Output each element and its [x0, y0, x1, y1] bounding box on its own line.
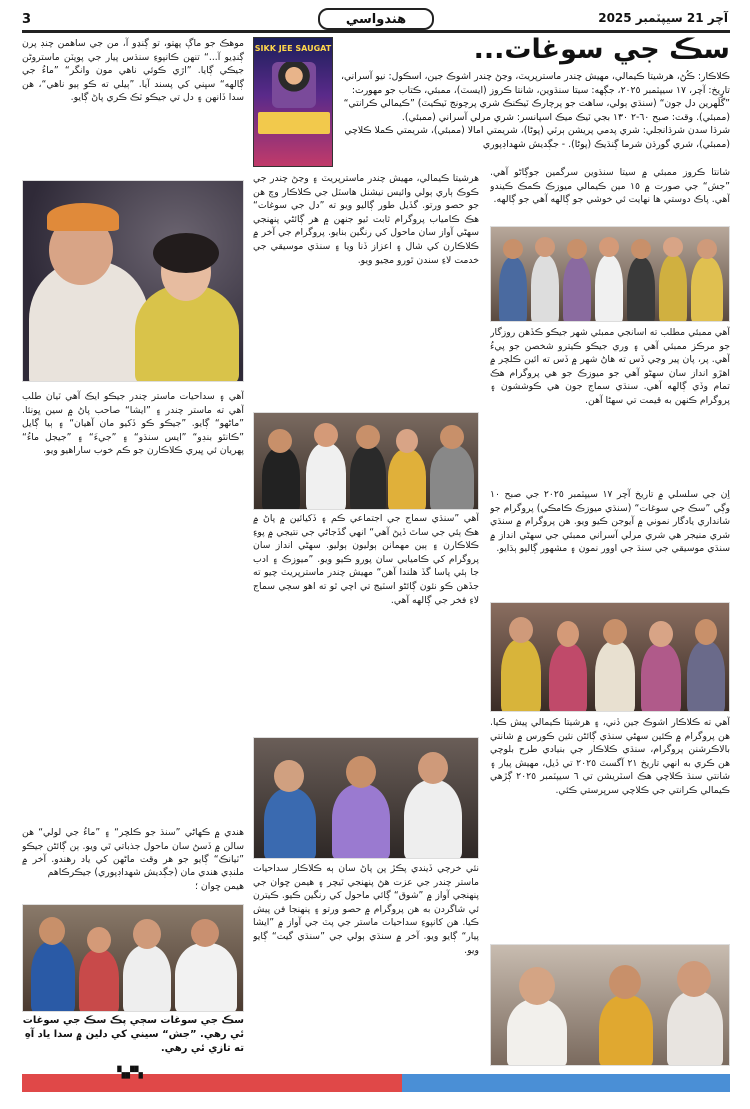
header-rule [22, 30, 730, 33]
middle-column-text-3: نئي خرچي ڏيندي پڪڙ پن پاڻ سان ٻه ڪلاڪار سداحيات ماستر چندر جي عزت هڻ پنهنجي ٽيچر ۽ هيمن ڇوان جي پنهنجي آواز ۾ ”شوق“ ڳائي ماحول کي رنگين ڪيو. ڪيترن ئي شاگردن به هن پروگرام ۾ حصو ورتو ۽ پنهنجا فن پيش ڪيا. هن کانپوءِ سداحيات ماستر جي پٽ جي آواز ۾ ”ايشا پيار“ ڳايو ويو. آخر ۾ سنڌي ٻولي جي ”سنڌي گيت“ ڳايو ويو. [253, 863, 479, 956]
left-column-text-2: آهي ۽ سداحيات ماستر چندر جيڪو ايڪ آهي ٽيان طلب آهي ته ماستر چندر ۽ ”ايشا“ صاحب پاڻ ۾ سين ڀونئا. ”ماڻهو“ ڳايو. ”جيڪو ڪو ڏکيو مان آهيان“ ۽ ٻيا ڳايل ”ڪانٿو بنڊو“ ”ايس سنڌو“ ۽ ”جيءَ“ ۽ ”جيجل ماءُ“ پهريان ئي ڀيري ڪلاڪارن جو ڪم خوب ساراهيو ويو. [22, 391, 244, 457]
photo-caption: سڪ جي سوغات سڄي پڪ سڪ جي سوغات ئي رهي. ”جش“ سيني کي دلين ۾ سدا ياد آهِ ته تازي ئي رهي. [22, 1015, 244, 1054]
author-signature: ملنڊي هندي مان (جڳديش شهداڊپوري) جيڪرڪاهم [47, 867, 244, 878]
middle-column-text-2: آهي ”سنڌي سماج جي اجتماعي ڪم ۽ ڏکيائين ۾ پاڻ ۾ هڪ ٻئي جي ساٿ ڏيڻ آهي“ انهي گڏجاڻي جي نتيجي ۾ پوءِ ڪلاڪارن ۽ ٻين مهمانن ٻوليون ٻوليو. سهڻي انداز سان پروگرام کي ڪاميابي سان پورو ڪيو ويو. ”ميوزڪ ۽ ادب جا ٻئي پاسا گڏ هلندا آهن“ مهيش چندر ماسترپريٽ چيو ته جڏهن ڪو نئون ڳائڻو اسٽيج تي اچي ٿو ته اهو سڄي سماج لاءِ فخر جي ڳالهه آهي. [253, 513, 479, 606]
page-number: 3 [22, 12, 32, 27]
photo-singers-portrait [22, 180, 244, 382]
photo-felicitation [490, 944, 730, 1066]
left-column-text-3: هندي ۾ ڪهاڻي ”سنڌ جو ڪلچر“ ۽ ”ماءُ جي لولي“ هن سالن ۾ ڏسڻ سان ماحول جذباتي ٿي ويو. ٻن ڳائڻن جيڪو ”ٽيانڪ“ ڳايو جو هر وقت ماڻهن کي ياد رهندو. آخر ۾ [22, 827, 244, 866]
poster-title: SIKK JEE SAUGAT [254, 44, 332, 53]
photo-book-launch [490, 226, 730, 322]
right-column-text-4: آهي ته ڪلاڪار اشوڪ جين ڏني، ۽ هرشيتا ڪيمالي پيش ڪيا. هن پروگرام ۾ ڪئين سهڻي سنڌي ڳائڻن نئين ڪورس ۾ شانتي بالاڪرشنن پروگرام، سنڌي ڪلاڪار جي بنيادي طرح بلوچي هن ڪري به انهي تاريخ ٢١ آگسٽ ٢٠٢٥ تي ڏيل، مهيش پيار ۽ شانتي سنڌ ڪلاچي هڪ اسٽريشن تي ٦ سيپٽمبر ٢٠٢٥ ڳڙهي ڪيمالي ڪرانتي جي ڪلاچي سرپرستي ڪئي. [490, 717, 730, 796]
credits-tribute: شرڌا سدن شرڌانجلي: شري پدمي پريشن ٻرٽي (پوڻا)، شريمتي امالا (ممبئي)، شريمتي ڪملا ڪلاچي (ممبئي)، شري گورڌن شرما ڳنڌيڪ (پوڻا). - جڳديش شهداڊپوري [344, 125, 730, 150]
article-title: سڪ جي سوغات... [473, 34, 730, 65]
event-poster-image [253, 37, 333, 167]
footer-ornament-icon: ▚▞▚ [117, 1066, 143, 1079]
masthead-logo: هندواسي [318, 8, 434, 30]
author-signature-2: هيمن ڇوان ؛ [195, 881, 244, 892]
photo-group-children [22, 904, 244, 1012]
poster-banner [258, 112, 330, 134]
photo-lamp-lighting [490, 602, 730, 712]
poster-portrait [272, 62, 316, 108]
photo-group-stage [253, 412, 479, 510]
footer-bar-red [22, 1074, 402, 1092]
right-column-text-2: آهي ممبئي مطلب ته اسانجي ممبئي شهر جيڪو ڪڏهن روزگار جو مرڪز ممبئي آهي ۽ وري جيڪو ڪيترو شخصن جو پيءُ آهي. پر، پان پير وڃي ڏس ته هاڻ شهر ۾ ڏس ته ائين ڪلچر ۾ اهڙو انداز سان سهڻو آهي جو ميوزڪ جو هي پروگرام هڪ تمام وڏي ڳالهه آهي. سنڌي سماج جون هي ڪوششون ۽ پروگرام ڪنهن به قيمت تي سهڻا آهن. [490, 327, 730, 406]
article-credits [338, 70, 730, 166]
right-column-text-3: اِن جي سلسلي ۾ تاريخ آچر ١٧ سيپٽمبر ٢٠٢٥ جي صبح ١٠ وڳي ”سڪ جي سوغات“ (سنڌي ميوزڪ ڪامڪي) پروگرام جو شانداري يادگار نموني ۾ آيوجن ڪيو ويو. هن پروگرام ۾ سنڌي شري منيجر هي شري مرلي آسراني ممبئي جي سهڻي انداز ۾ سنڌي موسيقي جي سنڌ جي اوور نمون ۽ مشهور ڳاليو ٻڌايو. [490, 489, 730, 555]
middle-column-text-1: هرشيتا ڪيمالي، مهيش چندر ماسترپريٽ ۽ وڃڻ چندر جي ڪوڪ ٻاري ٻولي وائيس نيشنل هاسٽل جي ڪلاڪار وچ هن جو حصو ورتو. گڏيل طور ڳاليو ويو ته ”دل جي سوغات“ هڪ ڪامياب پروگرام ثابت ٿيو جنهن ۾ هر ڳائڻي پنهنجي سهڻي آواز سان ماحول کي رنگين بنايو. پروگرام جي آخر ۾ ڪلاڪارن کي شال ۽ اعزاز ڏنا ويا ۽ سنڌي موسيقي جي خدمت لاءِ سندن ٿورو مڃيو ويو. [253, 173, 479, 266]
credits-main: ڪلاڪار: ڪُڻ، هرشيتا ڪيمالي، مهيش چندر ماسترپريٽ، وڃڻ چندر اشوڪ جين، اسڪول: نيو آسراني، تاريخ: آچر، ١٧ سيپٽمبر ٢٠٢٥، جڳهه: سيتا سنڌوين، شانتا ڪروز (ايسٽ)، ممبئي، ڪتاب جو مهورت: ”گُلَهرين دل جون“ (سنڌي ٻولي، ساهت جو پرچارڪ ٽيڪنڪ شري پرچونج ٽيڪيٽ) ”ڪيمالي ڪرانتي“ (ممبئي). وقت: صبح ٦٠-٢ ١٣٠ بجي ٽيڪ ميڪ اسپانسر: شري مرلي آسراني (ممبئي). [340, 71, 730, 123]
right-column-text-1: شانتا ڪروز ممبئي ۾ سيتا سنڌوين سرگمين جوڳاڻو آهي. ”جش“ جي صورت ۾ ١٥ مين ڪيمالي ميوزڪ ڪمڪ ڪيندو آهي. پاڪ دوستي ها نهايت ئي خوشي جو ڳالهه آهي جو ڳالهه. [490, 167, 730, 206]
left-column-text-1: موهڪ جو ماڳ پهتو، تو ڳنڍو آ، من جي ساهمن چنڊ پرن ڳنڍيو آ...“ تنهن ڪانپوءِ سنڌس پيار جي پوپٽن ماستروڻن جيڪي ڳايا. ”اڙي ڪوئي ناهي مون وانگر“ ”ماءُ جي ڳالهه“ سڀني کي پسند آيا. ”ٻيلي ته ڪو ٻيو ناهي“، هن سدا ڏانهن ۽ دل تي جيڪو ٽڪ ڪري پاڻ ڳايو. [22, 38, 244, 104]
footer-bar-blue [402, 1074, 730, 1092]
photo-performers [253, 737, 479, 859]
issue-date: آچر 21 سيپٽمبر 2025 [598, 11, 728, 25]
